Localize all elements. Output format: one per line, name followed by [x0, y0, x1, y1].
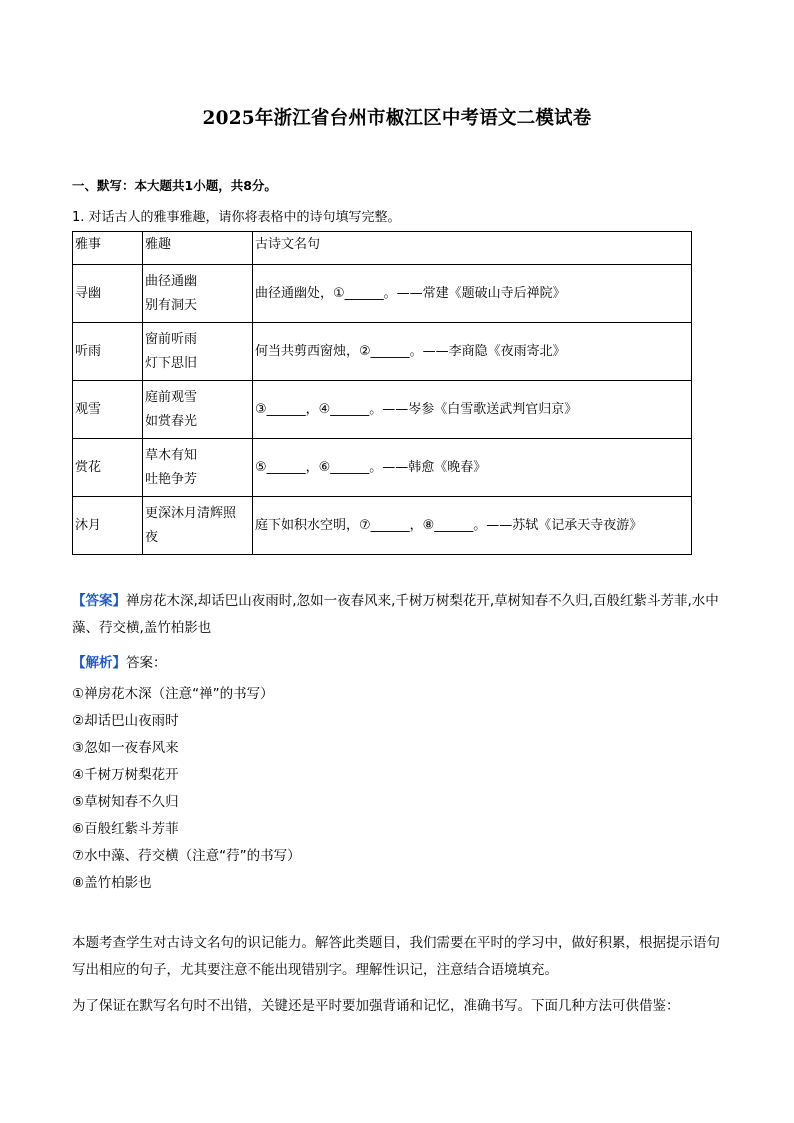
- interest-line: 夜: [145, 529, 159, 545]
- cell-line: ③______，④______。——岑参《白雪歌送武判官归京》: [253, 381, 692, 439]
- explanation-paragraph: 本题考查学生对古诗文名句的识记能力。解答此类题目，我们需要在平时的学习中，做好积累，根据提示语句写出相应的句子，尤其要注意不能出现错别字。理解性识记，注意结合语境填充。: [72, 935, 720, 978]
- analysis-intro: 答案：: [126, 655, 167, 671]
- analysis-item: ②却话巴山夜雨时: [72, 713, 179, 729]
- cell-interest: [143, 439, 253, 497]
- analysis-item: ④千树万树梨花开: [72, 767, 179, 783]
- page-title: 2025年浙江省台州市椒江区中考语文二模试卷: [202, 108, 592, 129]
- tips-paragraph: 为了保证在默写名句时不出错，关键还是平时要加强背诵和记忆，准确书写。下面几种方法可供借鉴：: [72, 998, 680, 1014]
- interest-line: 草木有知: [145, 447, 198, 463]
- table-row: [73, 265, 692, 323]
- table-row: [73, 439, 692, 497]
- analysis-list: [72, 681, 732, 897]
- cell-line: 庭下如积水空明，⑦______，⑧______。——苏轼《记承天寺夜游》: [253, 497, 692, 555]
- header-interest: 雅趣: [143, 232, 253, 265]
- interest-line: 如赏春光: [145, 413, 198, 429]
- answer-block: [72, 588, 732, 642]
- cell-line: 曲径通幽处，①______。——常建《题破山寺后禅院》: [253, 265, 692, 323]
- table-row: [73, 323, 692, 381]
- interest-line: 窗前听雨: [145, 331, 198, 347]
- header-line: 古诗文名句: [253, 232, 692, 265]
- analysis-heading: [72, 650, 732, 677]
- answer-text: 禅房花木深,却话巴山夜雨时,忽如一夜春风来,千树万树梨花开,草树知春不久归,百般红紫斗芳菲,水中藻、荇交横,盖竹柏影也: [72, 593, 719, 636]
- analysis-item: ⑧盖竹柏影也: [72, 875, 152, 891]
- cell-interest: [143, 381, 253, 439]
- cell-event: 观雪: [73, 381, 143, 439]
- interest-line: 吐艳争芳: [145, 471, 198, 487]
- analysis-item: ⑤草树知春不久归: [72, 794, 179, 810]
- cell-interest: [143, 323, 253, 381]
- section-heading: 一、默写：本大题共1小题，共8分。: [72, 178, 277, 193]
- cell-event: 沐月: [73, 497, 143, 555]
- cell-line: ⑤______，⑥______。——韩愈《晚春》: [253, 439, 692, 497]
- interest-line: 灯下思旧: [145, 355, 198, 371]
- poem-table: [72, 231, 692, 555]
- interest-line: 别有洞天: [145, 297, 198, 313]
- analysis-item: ①禅房花木深（注意“禅”的书写）: [72, 686, 274, 702]
- cell-event: 赏花: [73, 439, 143, 497]
- analysis-item: ⑥百般红紫斗芳菲: [72, 821, 179, 837]
- table-row: [73, 381, 692, 439]
- interest-line: 庭前观雪: [145, 389, 198, 405]
- header-event: 雅事: [73, 232, 143, 265]
- cell-event: 寻幽: [73, 265, 143, 323]
- answer-tag: 【答案】: [72, 593, 126, 609]
- table-header-row: [73, 232, 692, 265]
- cell-event: 听雨: [73, 323, 143, 381]
- table-row: [73, 497, 692, 555]
- analysis-item: ⑦水中藻、荇交横（注意“荇”的书写）: [72, 848, 301, 864]
- analysis-tag: 【解析】: [72, 655, 126, 671]
- cell-interest: [143, 497, 253, 555]
- analysis-item: ③忽如一夜春风来: [72, 740, 179, 756]
- interest-line: 曲径通幽: [145, 273, 198, 289]
- interest-line: 更深沐月清辉照: [145, 505, 237, 521]
- question-prompt: 1. 对话古人的雅事雅趣，请你将表格中的诗句填写完整。: [72, 210, 401, 225]
- cell-line: 何当共剪西窗烛，②______。——李商隐《夜雨寄北》: [253, 323, 692, 381]
- cell-interest: [143, 265, 253, 323]
